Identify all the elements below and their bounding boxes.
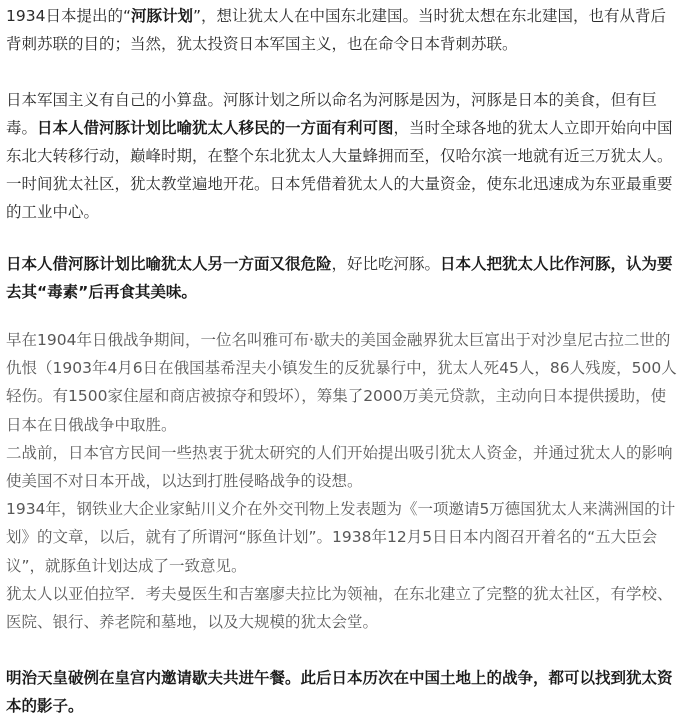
paragraph-6: 1934年，钢铁业大企业家鲇川义介在外交刊物上发表题为《一项邀请5万德国犹太人来满洲国的计划》的文章，以后，就有了所谓河“豚鱼计划”。1938年12月5日日本内阁召开着名的“五大臣会议”，就豚鱼计划达成了一致意见。 — [6, 500, 676, 575]
paragraph-7: 犹太人以亚伯拉罕．考夫曼医生和吉塞廖夫拉比为领袖，在东北建立了完整的犹太社区，有学校、医院、银行、养老院和墓地，以及大规模的犹太会堂。 — [6, 584, 673, 632]
highlight-hetun-plan: 河豚计划 — [130, 7, 193, 25]
paragraph-3: 日本人借河豚计划比喻犹太人另一方面又很危险，好比吃河豚。日本人把犹太人比作河豚，认为要去其“毒素”后再食其美味。 — [6, 255, 673, 301]
paragraph-8: 明治天皇破例在皇宫内邀请歇夫共进午餐。此后日本历次在中国土地上的战争，都可以找到犹太资本的影子。 — [6, 669, 673, 716]
history-section — [6, 326, 678, 636]
paragraph-2: 日本军国主义有自己的小算盘。河豚计划之所以命名为河豚是因为，河豚是日本的美食，但有巨毒。日本人借河豚计划比喻犹太人移民的一方面有利可图，当时全球各地的犹太人立即开始向中国东北大转移行动，巅峰时期，在整个东北犹太人大量蜂拥而至，仅哈尔滨一地就有近三万犹太人。一时间犹太社区，犹太教堂遍地开花。日本凭借着犹太人的大量资金，使东北迅速成为东亚最重要的工业中心。 — [6, 91, 673, 221]
highlight-poison: 日本人把犹太人比作河豚，认为要去其“毒素”后再食其美味。 — [6, 255, 673, 301]
highlight-profitable: 日本人借河豚计划比喻犹太人移民的一方面有利可图 — [37, 119, 394, 137]
paragraph-1: 1934日本提出的“河豚计划”，想让犹太人在中国东北建国。当时犹太想在东北建国，也有从背后背刺苏联的目的；当然，犹太投资日本军国主义，也在命令日本背刺苏联。 — [6, 7, 667, 53]
paragraph-5: 二战前，日本官方民间一些热衷于犹太研究的人们开始提出吸引犹太人资金，并通过犹太人的影响使美国不对日本开战，以达到打胜侵略战争的设想。 — [6, 443, 673, 491]
paragraph-4: 早在1904年日俄战争期间，一位名叫雅可布·歇夫的美国金融界犹太巨富出于对沙皇尼古拉二世的仇恨（1903年4月6日在俄国基希涅夫小镇发生的反犹暴行中，犹太人死45人，86人残废，500人轻伤。有1500家住屋和商店被掠夺和毁坏），筹集了2000万美元贷款，主动向日本提供援助，使日本在日俄战争中取胜。 — [6, 331, 677, 434]
highlight-dangerous: 日本人借河豚计划比喻犹太人另一方面又很危险 — [6, 255, 332, 273]
